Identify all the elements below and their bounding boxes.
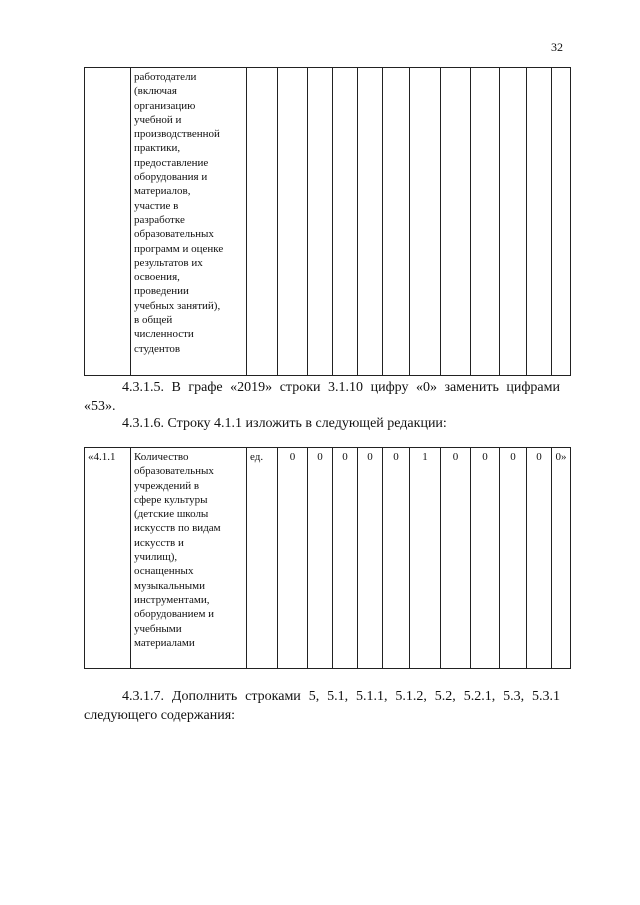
description-line: образовательных bbox=[134, 465, 214, 478]
cell-empty bbox=[333, 68, 358, 376]
description-line: учебной и bbox=[134, 113, 182, 126]
cell-number bbox=[85, 68, 131, 376]
paragraph-4-3-1-7 bbox=[84, 687, 560, 706]
description-line: оснащенных bbox=[134, 565, 194, 578]
description-line: учреждений в bbox=[134, 479, 200, 492]
description-line: практики, bbox=[134, 142, 181, 155]
cell-empty bbox=[383, 68, 410, 376]
description-line: участие в bbox=[134, 199, 179, 212]
cell-empty bbox=[500, 68, 527, 376]
table-row bbox=[85, 448, 571, 669]
description-line: учебных занятий), bbox=[134, 299, 221, 312]
cell-empty bbox=[410, 68, 441, 376]
description-line: организацию bbox=[134, 99, 196, 112]
description-line: численности bbox=[134, 328, 194, 341]
cell-empty bbox=[441, 68, 471, 376]
table-top bbox=[84, 67, 571, 376]
description-line: Количество bbox=[134, 451, 189, 463]
cell-value: 0 bbox=[527, 448, 552, 669]
description-line: (детские школы bbox=[134, 508, 209, 521]
cell-empty bbox=[358, 68, 383, 376]
cell-empty bbox=[527, 68, 552, 376]
paragraph-4-3-1-6: 4.3.1.6. Строку 4.1.1 изложить в следующей редакции: bbox=[122, 416, 447, 431]
description-line: проведении bbox=[134, 285, 189, 298]
description-line: оборудованием и bbox=[134, 608, 215, 621]
description-line: оборудования и bbox=[134, 171, 208, 184]
description-line: в общей bbox=[134, 314, 173, 327]
description-line: сфере культуры bbox=[134, 493, 208, 506]
description-line: искусств по видам bbox=[134, 522, 221, 535]
cell-value: 0 bbox=[441, 448, 471, 669]
table-row bbox=[85, 68, 571, 376]
description-line: инструментами, bbox=[134, 593, 210, 606]
description-line: материалов, bbox=[134, 185, 191, 198]
cell-value: 0 bbox=[278, 448, 308, 669]
description-line: училищ), bbox=[134, 551, 178, 564]
cell-empty bbox=[471, 68, 500, 376]
description-line: (включая bbox=[134, 85, 177, 98]
paragraph-4-3-1-7-continued: следующего содержания: bbox=[84, 708, 236, 723]
description-line: учебными bbox=[134, 622, 182, 635]
description-line: предоставление bbox=[134, 156, 209, 169]
cell-row-number: «4.1.1 bbox=[85, 448, 131, 669]
description-line: студентов bbox=[134, 342, 181, 355]
table-bottom bbox=[84, 447, 571, 669]
description-line: работодатели bbox=[134, 71, 197, 83]
paragraph-text: 4.3.1.5. В графе «2019» строки 3.1.10 цифру «0» заменить цифрами bbox=[122, 380, 560, 395]
cell-value: 1 bbox=[410, 448, 441, 669]
description-line: программ и оценке bbox=[134, 242, 224, 255]
cell-description bbox=[131, 68, 247, 376]
paragraph-4-3-1-5 bbox=[84, 378, 560, 397]
cell-value: 0 bbox=[471, 448, 500, 669]
cell-empty bbox=[278, 68, 308, 376]
description-line: музыкальными bbox=[134, 579, 205, 592]
cell-empty bbox=[552, 68, 571, 376]
paragraph-text: 4.3.1.7. Дополнить строками 5, 5.1, 5.1.1, 5.1.2, 5.2, 5.2.1, 5.3, 5.3.1 bbox=[122, 689, 560, 704]
description-line: материалами bbox=[134, 636, 195, 649]
cell-value: 0 bbox=[358, 448, 383, 669]
description-line: освоения, bbox=[134, 271, 180, 284]
description-line: результатов их bbox=[134, 256, 203, 269]
description-line: искусств и bbox=[134, 536, 184, 549]
cell-value: 0» bbox=[552, 448, 571, 669]
description-line: образовательных bbox=[134, 228, 214, 241]
page-number: 32 bbox=[551, 40, 563, 54]
cell-value: 0 bbox=[500, 448, 527, 669]
cell-description bbox=[131, 448, 247, 669]
cell-unit: ед. bbox=[247, 448, 278, 669]
paragraph-4-3-1-5-continued: «53». bbox=[84, 399, 116, 414]
cell-empty bbox=[308, 68, 333, 376]
cell-value: 0 bbox=[333, 448, 358, 669]
description-line: производственной bbox=[134, 128, 220, 141]
cell-empty bbox=[247, 68, 278, 376]
description-line: разработке bbox=[134, 213, 185, 226]
cell-value: 0 bbox=[383, 448, 410, 669]
cell-value: 0 bbox=[308, 448, 333, 669]
